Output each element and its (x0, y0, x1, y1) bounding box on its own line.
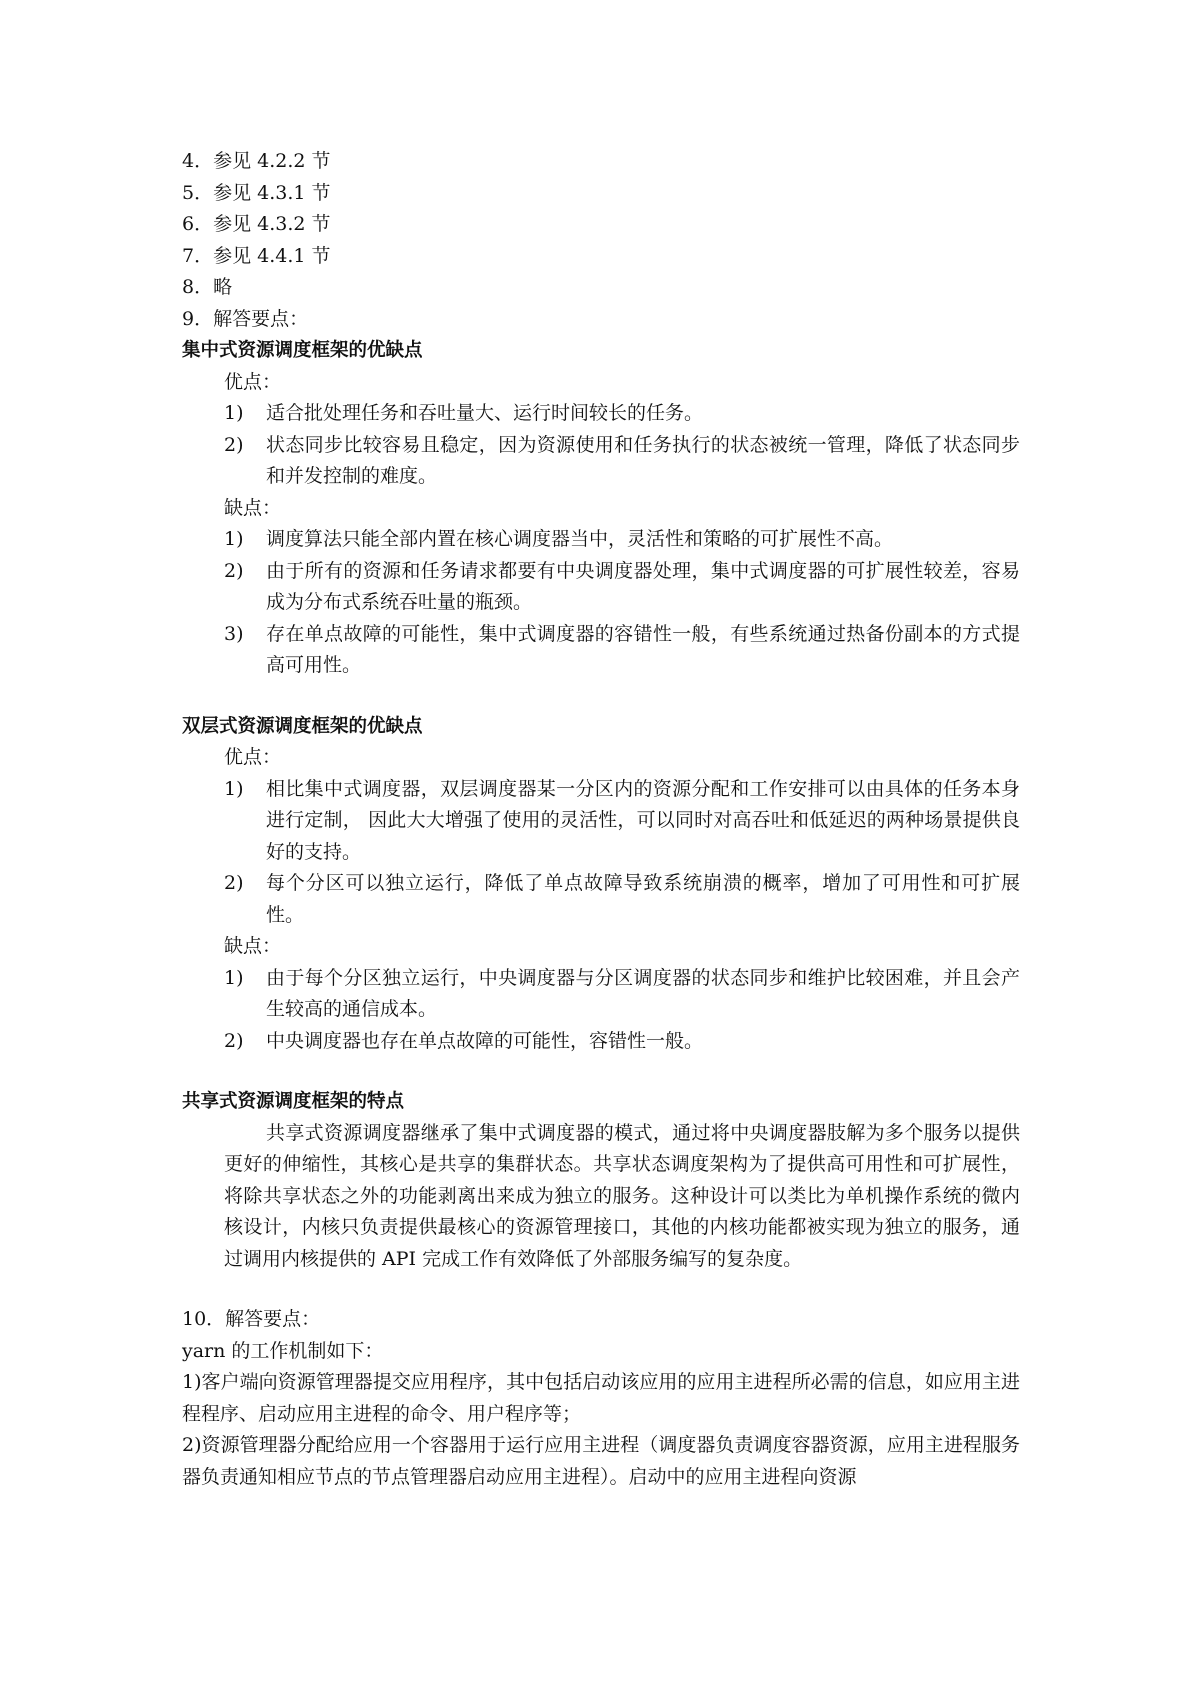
list-number: 3) (224, 622, 244, 645)
answer-heading-10: 10．解答要点： (182, 1308, 321, 1330)
list-item (182, 868, 1020, 931)
cons-label: 缺点： (224, 496, 282, 519)
list-item (182, 398, 1020, 430)
list-text: 由于所有的资源和任务请求都要有中央调度器处理，集中式调度器的可扩展性较差，容易成为分布式系统吞吐量的瓶颈。 (266, 559, 1020, 613)
yarn-intro: yarn 的工作机制如下： (182, 1339, 384, 1362)
pros-label: 优点： (224, 746, 282, 768)
list-number: 1) (224, 402, 244, 424)
spacer (182, 682, 1020, 711)
cons-label: 缺点： (224, 935, 282, 957)
list-text: 中央调度器也存在单点故障的可能性，容错性一般。 (266, 1029, 704, 1052)
list-text: 存在单点故障的可能性，集中式调度器的容错性一般，有些系统通过热备份副本的方式提高可用性。 (266, 622, 1020, 676)
list-number: 1) (224, 528, 244, 550)
list-text: 相比集中式调度器，双层调度器某一分区内的资源分配和工作安排可以由具体的任务本身进行定制， 因此大大增强了使用的灵活性，可以同时对高吞吐和低延迟的两种场景提供良好的支持。 (266, 777, 1020, 863)
list-item (182, 963, 1020, 1026)
list-item (182, 430, 1020, 493)
section-heading-shared: 共享式资源调度框架的特点 (182, 1091, 405, 1112)
ref-item-6: 6．参见 4.3.2 节 (182, 213, 331, 235)
document-page (182, 146, 1020, 1493)
list-number: 2) (224, 433, 244, 456)
section-paragraph: 共享式资源调度器继承了集中式调度器的模式，通过将中央调度器肢解为多个服务以提供更好的伸缩性，其核心是共享的集群状态。共享状态调度架构为了提供高可用性和可扩展性，将除共享状态之外的功能剥离出来成为独立的服务。这种设计可以类比为单机操作系统的微内核设计，内核只负责提供最核心的资源管理接口，其他的内核功能都被实现为独立的服务，通过调用内核提供的 API 完成工作有效降低了外部服务编写的复杂度。 (224, 1121, 1020, 1270)
list-text: 由于每个分区独立运行，中央调度器与分区调度器的状态同步和维护比较困难，并且会产生较高的通信成本。 (266, 966, 1020, 1020)
spacer (182, 1275, 1020, 1304)
list-number: 2) (224, 559, 244, 582)
section-heading-two-level: 双层式资源调度框架的优缺点 (182, 715, 423, 737)
spacer (182, 1057, 1020, 1086)
ref-item-7: 7．参见 4.4.1 节 (182, 244, 331, 267)
ref-item-8: 8．略 (182, 276, 233, 298)
section-heading-centralized: 集中式资源调度框架的优缺点 (182, 340, 423, 361)
list-number: 2) (224, 872, 244, 894)
list-text: 适合批处理任务和吞吐量大、运行时间较长的任务。 (266, 402, 704, 424)
list-item (182, 774, 1020, 869)
list-number: 1) (224, 777, 244, 800)
pros-label: 优点： (224, 370, 282, 393)
list-text: 状态同步比较容易且稳定，因为资源使用和任务执行的状态被统一管理，降低了状态同步和并发控制的难度。 (266, 433, 1020, 487)
yarn-step-1: 1)客户端向资源管理器提交应用程序，其中包括启动该应用的应用主进程所必需的信息，如应用主进程程序、启动应用主进程的命令、用户程序等； (182, 1371, 1020, 1425)
list-item (182, 1026, 1020, 1058)
list-item (182, 619, 1020, 682)
yarn-step-2: 2)资源管理器分配给应用一个容器用于运行应用主进程（调度器负责调度容器资源，应用主进程服务器负责通知相应节点的节点管理器启动应用主进程）。启动中的应用主进程向资源 (182, 1434, 1020, 1488)
list-text: 调度算法只能全部内置在核心调度器当中，灵活性和策略的可扩展性不高。 (266, 528, 894, 550)
list-item (182, 556, 1020, 619)
ref-item-4: 4．参见 4.2.2 节 (182, 150, 331, 172)
ref-item-9: 9．解答要点： (182, 307, 309, 330)
list-item (182, 524, 1020, 556)
list-number: 1) (224, 966, 244, 989)
list-text: 每个分区可以独立运行，降低了单点故障导致系统崩溃的概率，增加了可用性和可扩展性。 (266, 872, 1020, 926)
ref-item-5: 5．参见 4.3.1 节 (182, 181, 331, 204)
list-number: 2) (224, 1029, 244, 1052)
